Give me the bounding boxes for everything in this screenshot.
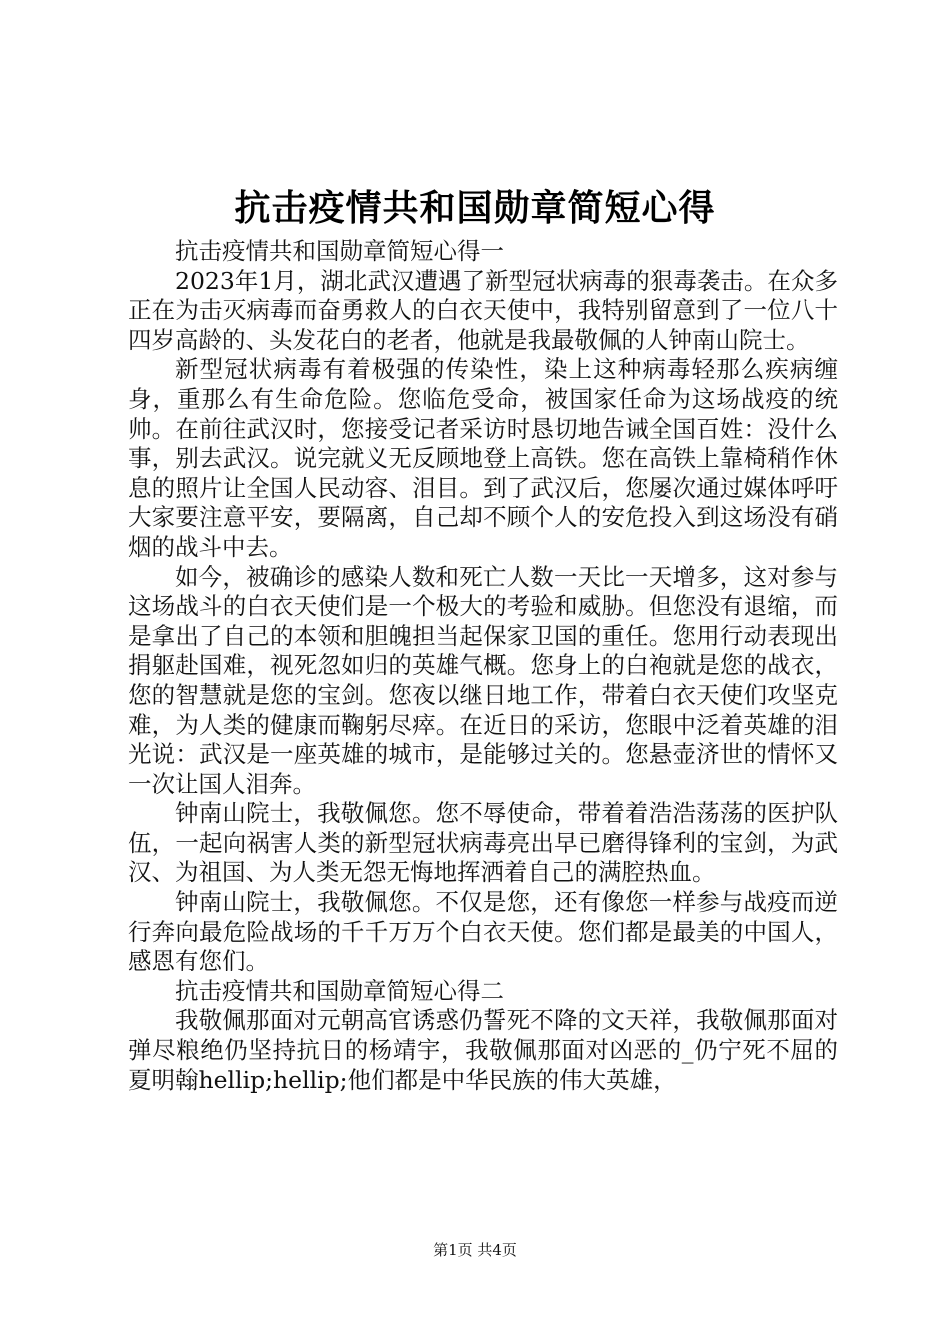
- document-body: [128, 237, 838, 1095]
- paragraph: 2023年1月，湖北武汉遭遇了新型冠状病毒的狠毒袭击。在众多正在为击灭病毒而奋勇救人的白衣天使中，我特别留意到了一位八十四岁高龄的、头发花白的老者，他就是我最敬佩的人钟南山院士。: [128, 266, 838, 354]
- paragraph: 新型冠状病毒有着极强的传染性，染上这种病毒轻那么疾病缠身，重那么有生命危险。您临危受命，被国家任命为这场战疫的统帅。在前往武汉时，您接受记者采访时恳切地告诫全国百姓：没什么事，别去武汉。说完就义无反顾地登上高铁。您在高铁上靠椅稍作休息的照片让全国人民动容、泪目。到了武汉后，您屡次通过媒体呼吁大家要注意平安，要隔离，自己却不顾个人的安危投入到这场没有硝烟的战斗中去。: [128, 355, 838, 561]
- paragraph: 钟南山院士，我敬佩您。您不辱使命，带着着浩浩荡荡的医护队伍，一起向祸害人类的新型冠状病毒亮出早已磨得锋利的宝剑，为武汉、为祖国、为人类无怨无悔地挥洒着自己的满腔热血。: [128, 799, 838, 887]
- paragraph: 如今，被确诊的感染人数和死亡人数一天比一天增多，这对参与这场战斗的白衣天使们是一个极大的考验和威胁。但您没有退缩，而是拿出了自己的本领和胆魄担当起保家卫国的重任。您用行动表现出捐躯赴国难，视死忽如归的英雄气概。您身上的白袍就是您的战衣，您的智慧就是您的宝剑。您夜以继日地工作，带着白衣天使们攻坚克难，为人类的健康而鞠躬尽瘁。在近日的采访，您眼中泛着英雄的泪光说：武汉是一座英雄的城市，是能够过关的。您悬壶济世的情怀又一次让国人泪奔。: [128, 562, 838, 798]
- paragraph: 我敬佩那面对元朝高官诱惑仍誓死不降的文天祥，我敬佩那面对弹尽粮绝仍坚持抗日的杨靖宇，我敬佩那面对凶恶的_仍宁死不屈的夏明翰hellip;hellip;他们都是中华民族的伟大英雄，: [128, 1006, 838, 1094]
- section-heading: 抗击疫情共和国勋章简短心得一: [175, 237, 504, 265]
- section-heading: 抗击疫情共和国勋章简短心得二: [175, 976, 504, 1005]
- page-number-footer: 第1页 共4页: [433, 1241, 517, 1259]
- paragraph: 钟南山院士，我敬佩您。不仅是您，还有像您一样参与战疫而逆行奔向最危险战场的千千万万个白衣天使。您们都是最美的中国人，感恩有您们。: [128, 888, 838, 976]
- document-title: 抗击疫情共和国勋章简短心得: [234, 187, 716, 229]
